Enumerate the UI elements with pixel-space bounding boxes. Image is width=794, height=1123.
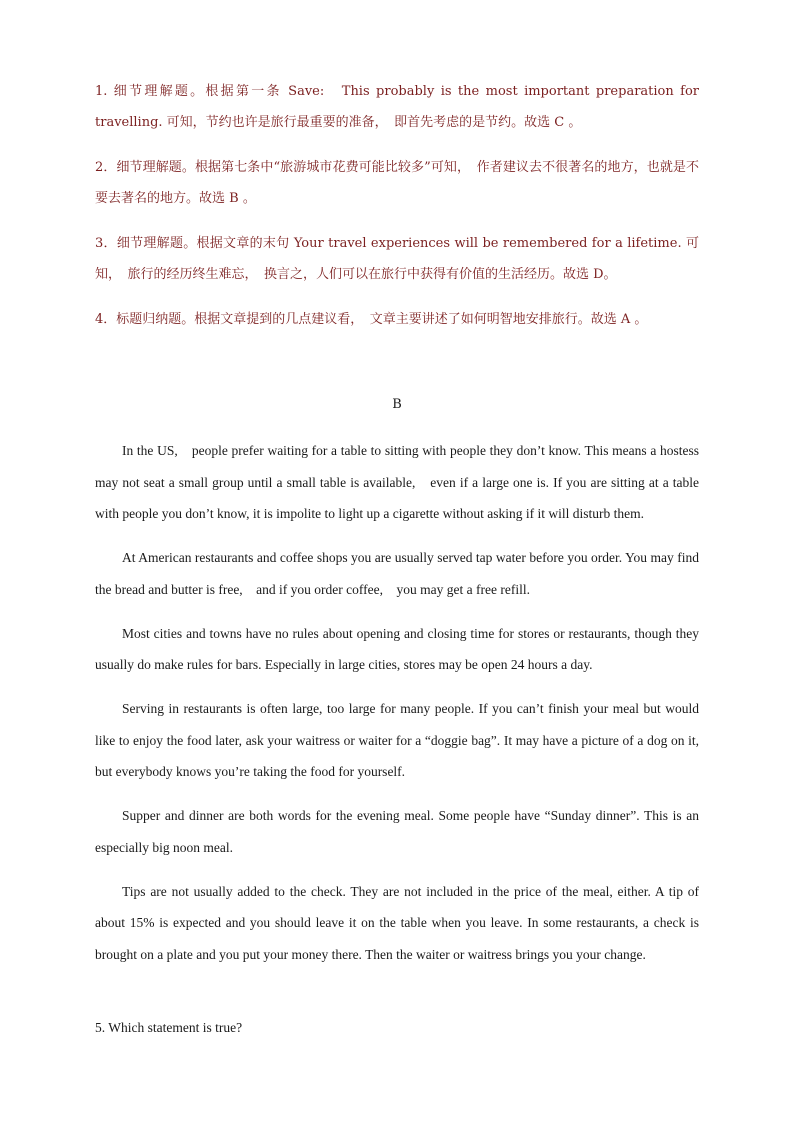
answer-explanation-1: 1. 细节理解题。根据第一条 Save: This probably is the most important preparation for travelling. 可知，节约也许是旅行最重要的准备， 即首先考虑的是节约。故选 C 。 — [95, 84, 699, 130]
passage-paragraph-2: At American restaurants and coffee shops you are usually served tap water before you order. You may find the bread and butter is free, and if you order coffee, you may get a free refill. — [95, 550, 699, 597]
reading-passage — [95, 435, 713, 983]
passage-paragraph-4: Serving in restaurants is often large, too large for many people. If you can’t finish your meal but would like to enjoy the food later, ask your waitress or waiter for a “doggie bag”. It may have a picture of a dog on it, but everybody knows you’re taking the food for yourself. — [95, 701, 713, 779]
question-stem: 5. Which statement is true? — [95, 1020, 243, 1035]
passage-paragraph-1: In the US, people prefer waiting for a table to sitting with people they don’t know. This means a hostess may not seat a small group until a small table is available, even if a large one is. If you are sitting at a table with people you don’t know, it is impolite to light up a cigarette without asking if it will disturb them. — [95, 443, 699, 521]
answer-explanation-3: 3．细节理解题。根据文章的末句 Your travel experiences will be remembered for a lifetime. 可知， 旅行的经历终生难忘， 换言之，人们可以在旅行中获得有价值的生活经历。故选 D。 — [95, 236, 699, 282]
passage-paragraph-3: Most cities and towns have no rules about opening and closing time for stores or restaurants, though they usually do make rules for bars. Especially in large cities, stores may be open 24 hours a day. — [95, 625, 699, 672]
passage-label: B — [392, 397, 402, 412]
passage-paragraph-5: Supper and dinner are both words for the evening meal. Some people have “Sunday dinner”. This is an especially big noon meal. — [95, 808, 699, 855]
answer-explanation-2: 2．细节理解题。根据第七条中“旅游城市花费可能比较多”可知， 作者建议去不很著名的地方，也就是不要去著名的地方。故选 B 。 — [95, 160, 699, 206]
answer-explanation-4: 4．标题归纳题。根据文章提到的几点建议看， 文章主要讲述了如何明智地安排旅行。故选 A 。 — [95, 312, 648, 327]
passage-paragraph-6: Tips are not usually added to the check. They are not included in the price of the meal, either. A tip of about 15% is expected and you should leave it on the table when you leave. In some restaurants, a check is brought on a plate and you put your money there. Then the waiter or waitress brings you your change. — [95, 883, 699, 962]
answer-explanations — [95, 76, 699, 349]
